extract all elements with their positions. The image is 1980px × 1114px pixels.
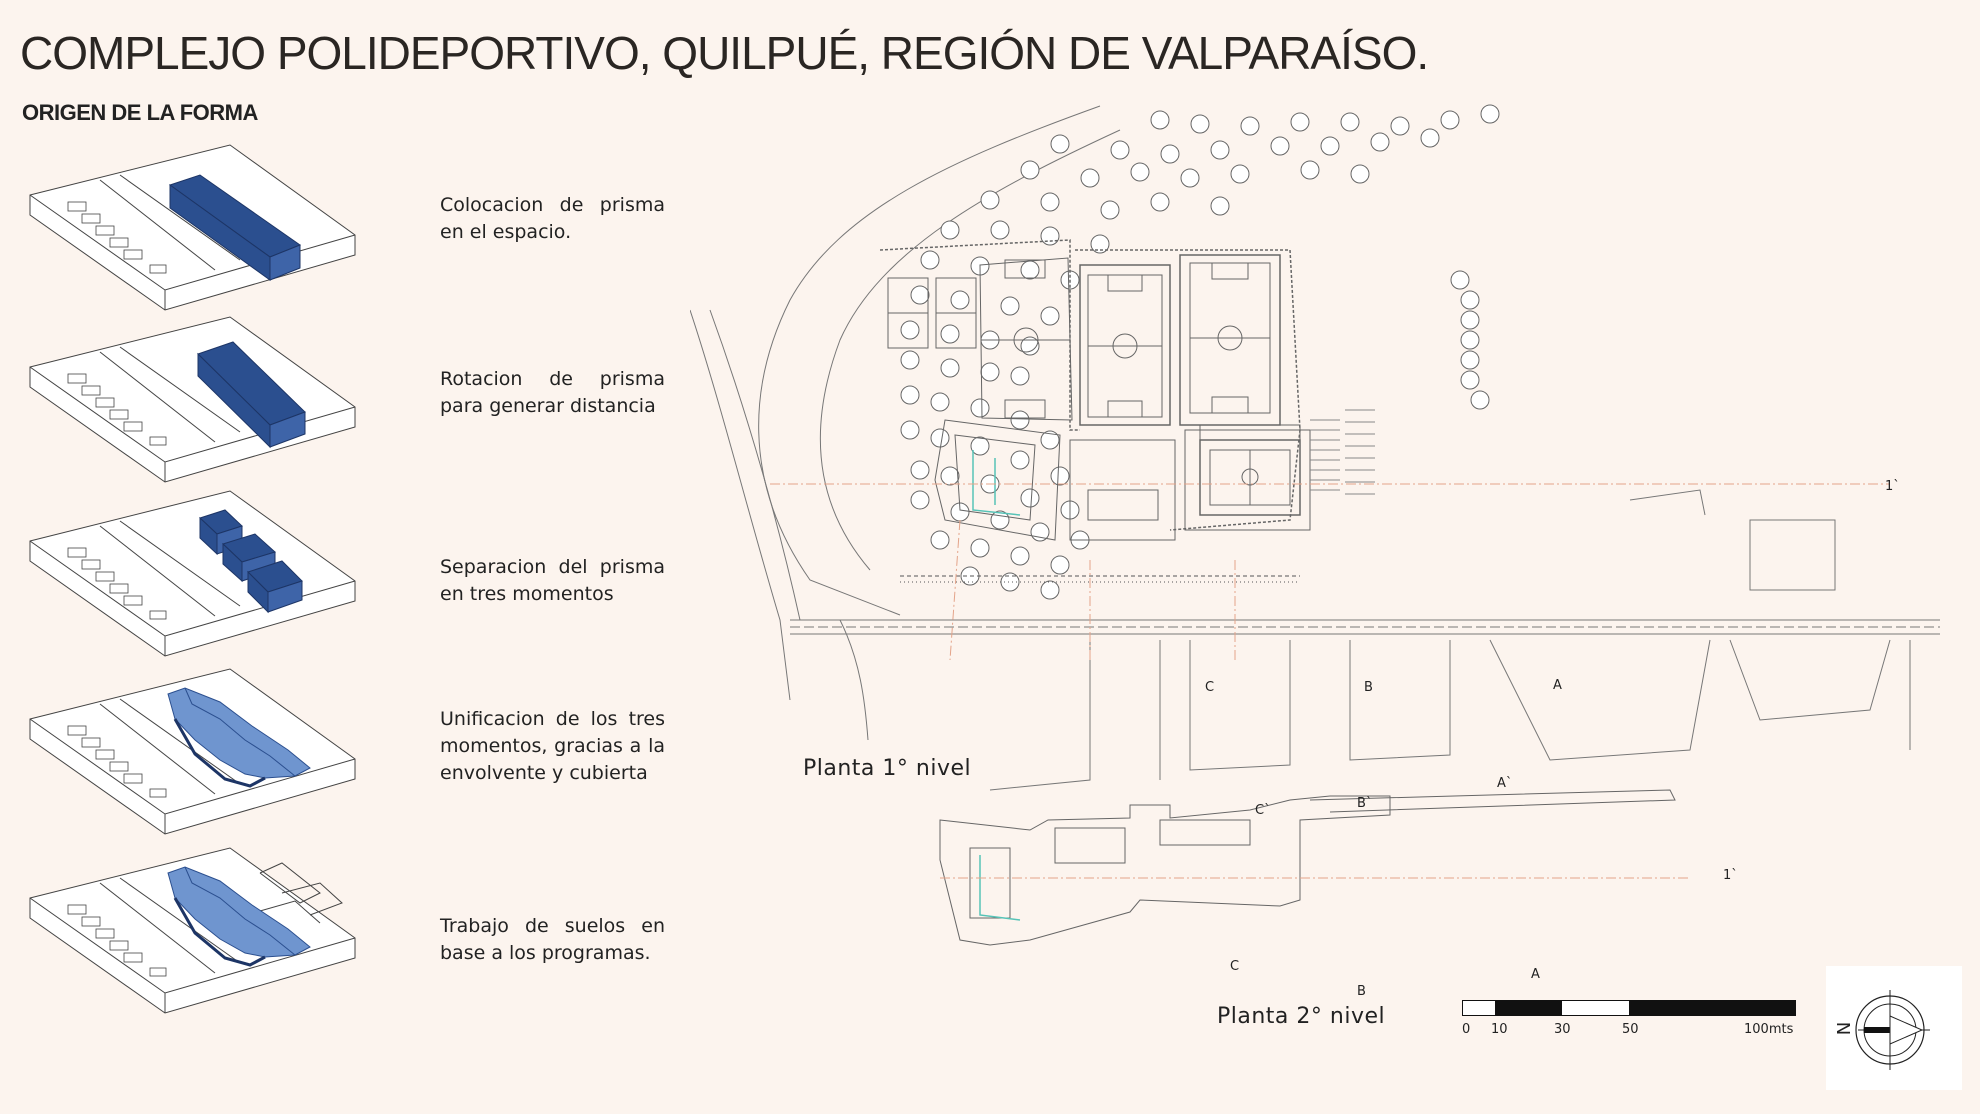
tree-symbol: [1291, 113, 1309, 131]
tree-symbol: [991, 221, 1009, 239]
scale-tick-50: 50: [1622, 1022, 1639, 1037]
form-step-1: [0, 140, 700, 310]
tree-symbol: [941, 359, 959, 377]
tree-symbol: [1321, 137, 1339, 155]
section-subtitle: ORIGEN DE LA FORMA: [22, 100, 258, 125]
tree-symbol: [1021, 489, 1039, 507]
section-a-label: A: [1553, 678, 1562, 693]
second-level-plan: [940, 790, 1690, 945]
tree-symbol: [1011, 411, 1029, 429]
site-plan-drawing: [690, 100, 1950, 1000]
tree-symbol: [1471, 391, 1489, 409]
tree-symbol: [1421, 129, 1439, 147]
section-b-top-label: B`: [1357, 796, 1373, 811]
tree-symbol: [1271, 137, 1289, 155]
tree-symbol: [1461, 371, 1479, 389]
tree-symbol: [1301, 161, 1319, 179]
tree-symbol: [941, 467, 959, 485]
tree-symbol: [981, 363, 999, 381]
section-1-label: 1`: [1885, 479, 1900, 494]
tree-symbol: [1461, 351, 1479, 369]
tree-symbol: [1011, 547, 1029, 565]
tree-symbol: [1161, 145, 1179, 163]
tree-symbol: [1041, 307, 1059, 325]
scale-tick-100: 100mts: [1744, 1022, 1794, 1037]
tree-symbol: [1231, 165, 1249, 183]
tree-symbol: [1151, 193, 1169, 211]
axonometric-diagram-3: [20, 486, 360, 661]
tree-symbol: [1051, 135, 1069, 153]
north-panel: [1826, 966, 1962, 1090]
tree-symbol: [1181, 169, 1199, 187]
north-letter: N: [1834, 1021, 1856, 1036]
tree-symbol: [981, 191, 999, 209]
step-5-text: Trabajo de suelos en base a los programas.: [440, 915, 665, 964]
tree-symbol: [1241, 117, 1259, 135]
tree-symbol: [1151, 111, 1169, 129]
tree-symbol: [901, 421, 919, 439]
tree-symbol: [901, 351, 919, 369]
tree-symbol: [1461, 311, 1479, 329]
step-4-text: Unificacion de los tres momentos, gracias a la envolvente y cubierta: [440, 708, 665, 784]
section-c-bottom-label: C: [1230, 959, 1240, 974]
tree-symbol: [931, 429, 949, 447]
step-3-text: Separacion del prisma en tres momentos: [440, 556, 665, 605]
tree-symbol: [1021, 261, 1039, 279]
tree-symbol: [971, 539, 989, 557]
axonometric-diagram-4: [20, 664, 360, 839]
form-step-4: [0, 664, 700, 834]
tree-symbol: [941, 325, 959, 343]
tree-symbol: [1211, 197, 1229, 215]
tree-symbol: [901, 386, 919, 404]
page-title: COMPLEJO POLIDEPORTIVO, QUILPUÉ, REGIÓN DE VALPARAÍSO.: [20, 27, 1429, 79]
step-1-text: Colocacion de prisma en el espacio.: [440, 194, 665, 243]
tree-cluster: [901, 105, 1499, 599]
tree-symbol: [1111, 141, 1129, 159]
form-step-3: [0, 486, 700, 656]
scale-tick-0: 0: [1462, 1022, 1471, 1037]
plan-level-2-label: Planta 2° nivel: [1217, 1004, 1386, 1029]
section-1-level2-label: 1`: [1723, 868, 1738, 883]
scale-bar: [1462, 1000, 1800, 1022]
tree-symbol: [941, 221, 959, 239]
section-b-label: B: [1364, 680, 1373, 695]
tree-symbol: [901, 321, 919, 339]
tree-symbol: [1351, 165, 1369, 183]
tree-symbol: [921, 251, 939, 269]
tree-symbol: [1461, 331, 1479, 349]
tree-symbol: [1451, 271, 1469, 289]
section-c-label: C: [1205, 680, 1215, 695]
axonometric-diagram-5: [20, 843, 360, 1018]
section-a-bottom-label: A: [1531, 967, 1540, 982]
tree-symbol: [1481, 105, 1499, 123]
section-c-top-label: C`: [1255, 803, 1271, 818]
tree-symbol: [951, 291, 969, 309]
tree-symbol: [1101, 201, 1119, 219]
tree-symbol: [931, 393, 949, 411]
form-step-2: [0, 312, 700, 482]
tree-symbol: [1461, 291, 1479, 309]
tree-symbol: [1051, 556, 1069, 574]
tree-symbol: [1391, 117, 1409, 135]
tree-symbol: [1081, 169, 1099, 187]
tree-symbol: [1131, 163, 1149, 181]
tree-symbol: [1371, 133, 1389, 151]
section-a-top-label: A`: [1497, 776, 1513, 791]
axonometric-diagram-2: [20, 312, 360, 487]
tree-symbol: [1011, 367, 1029, 385]
tree-symbol: [911, 491, 929, 509]
tree-symbol: [1041, 193, 1059, 211]
tree-symbol: [911, 461, 929, 479]
tree-symbol: [1191, 115, 1209, 133]
scale-tick-10: 10: [1491, 1022, 1508, 1037]
tree-symbol: [1341, 113, 1359, 131]
tree-symbol: [1011, 451, 1029, 469]
tree-symbol: [1211, 141, 1229, 159]
tree-symbol: [1001, 297, 1019, 315]
tree-symbol: [1041, 581, 1059, 599]
tree-symbol: [1041, 227, 1059, 245]
tree-symbol: [971, 399, 989, 417]
tree-symbol: [1441, 111, 1459, 129]
tree-symbol: [1051, 467, 1069, 485]
plan-level-1-label: Planta 1° nivel: [803, 756, 972, 781]
section-b-bottom-label: B: [1357, 984, 1366, 999]
scale-tick-30: 30: [1554, 1022, 1571, 1037]
tree-symbol: [1021, 161, 1039, 179]
tree-symbol: [931, 531, 949, 549]
tree-symbol: [911, 286, 929, 304]
axonometric-diagram-1: [20, 140, 360, 315]
step-2-text: Rotacion de prisma para generar distancia: [440, 368, 665, 417]
form-step-5: [0, 843, 700, 1013]
